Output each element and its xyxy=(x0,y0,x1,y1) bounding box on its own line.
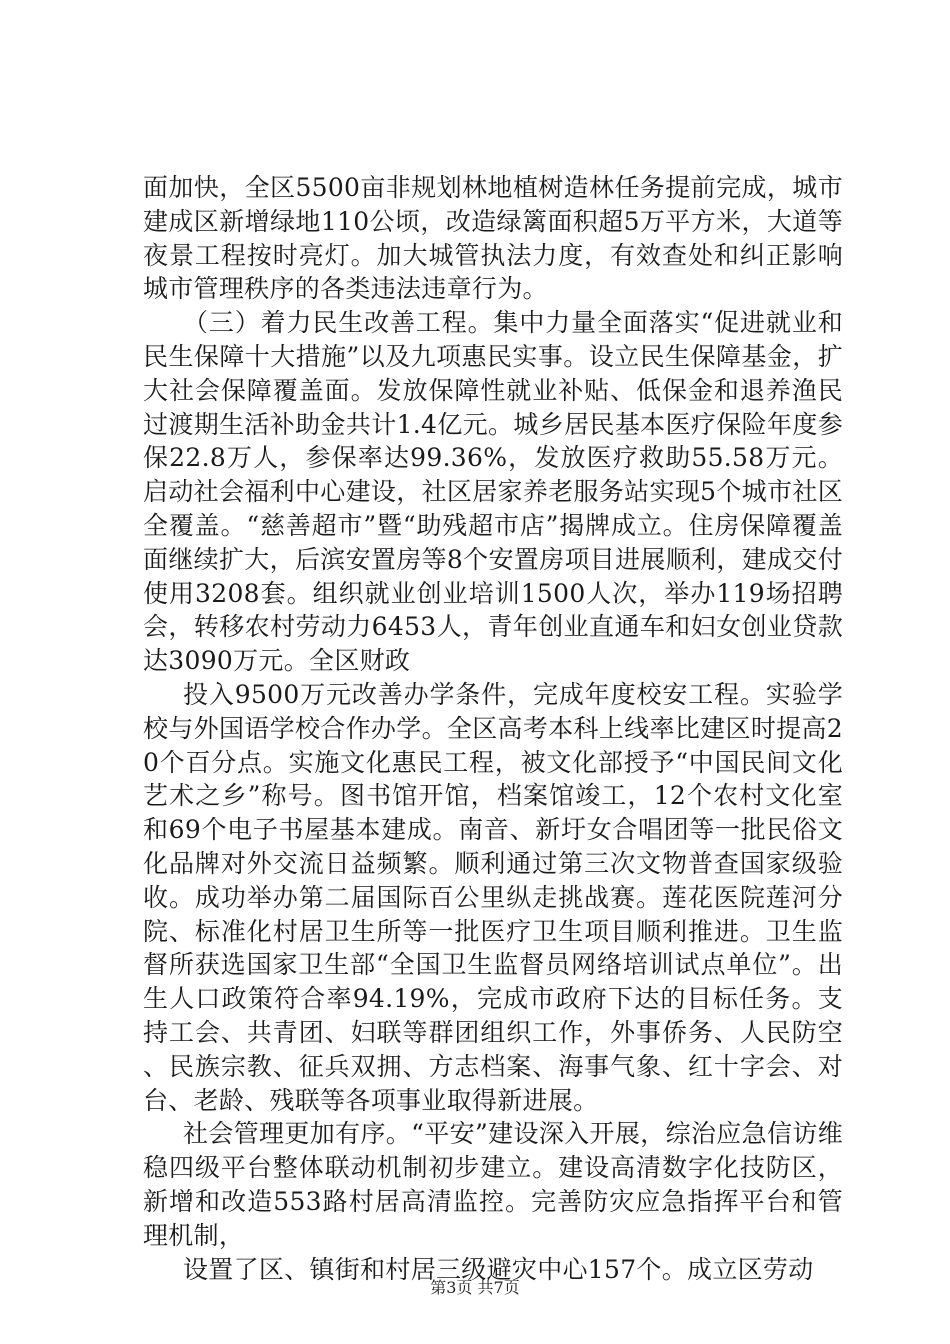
document-body xyxy=(143,171,843,1286)
page-number-footer: 第3页 共7页 xyxy=(430,1278,520,1297)
paragraph-5: 设置了区、镇街和村居三级避灾中心157个。成立区劳动 xyxy=(183,1254,814,1284)
paragraph-1: 面加快，全区5500亩非规划林地植树造林任务提前完成，城市建成区新增绿地110公顷，改造绿篱面积超5万平方米，大道等夜景工程按时亮灯。加大城管执法力度，有效查处和纠正影响城市管理秩序的各类违法违章行为。 xyxy=(143,173,843,304)
paragraph-2: （三）着力民生改善工程。集中力量全面落实“促进就业和民生保障十大措施”以及九项惠民实事。设立民生保障基金，扩大社会保障覆盖面。发放保障性就业补贴、低保金和退养渔民过渡期生活补助金共计1.4亿元。城乡居民基本医疗保险年度参保22.8万人，参保率达99.36%，发放医疗救助55.58万元。启动社会福利中心建设，社区居家养老服务站实现5个城市社区全覆盖。“慈善超市”暨“助残超市店”揭牌成立。住房保障覆盖面继续扩大，后滨安置房等8个安置房项目进展顺利，建成交付使用3208套。组织就业创业培训1500人次，举办119场招聘会，转移农村劳动力6453人，青年创业直通车和妇女创业贷款达3090万元。全区财政 xyxy=(143,308,843,676)
paragraph-4: 社会管理更加有序。“平安”建设深入开展，综治应急信访维稳四级平台整体联动机制初步建立。建设高清数字化技防区，新增和改造553路村居高清监控。完善防灾应急指挥平台和管理机制， xyxy=(143,1119,843,1250)
paragraph-3: 投入9500万元改善办学条件，完成年度校安工程。实验学校与外国语学校合作办学。全区高考本科上线率比建区时提高20个百分点。实施文化惠民工程，被文化部授予“中国民间文化艺术之乡”称号。图书馆开馆，档案馆竣工，12个农村文化室和69个电子书屋基本建成。南音、新圩女合唱团等一批民俗文化品牌对外交流日益频繁。顺利通过第三次文物普查国家级验收。成功举办第二届国际百公里纵走挑战赛。莲花医院莲河分院、标准化村居卫生所等一批医疗卫生项目顺利推进。卫生监督所获选国家卫生部“全国卫生监督员网络培训试点单位”。出生人口政策符合率94.19%，完成市政府下达的目标任务。支持工会、共青团、妇联等群团组织工作，外事侨务、人民防空、民族宗教、征兵双拥、方志档案、海事气象、红十字会、对台、老龄、残联等各项事业取得新进展。 xyxy=(143,679,843,1115)
